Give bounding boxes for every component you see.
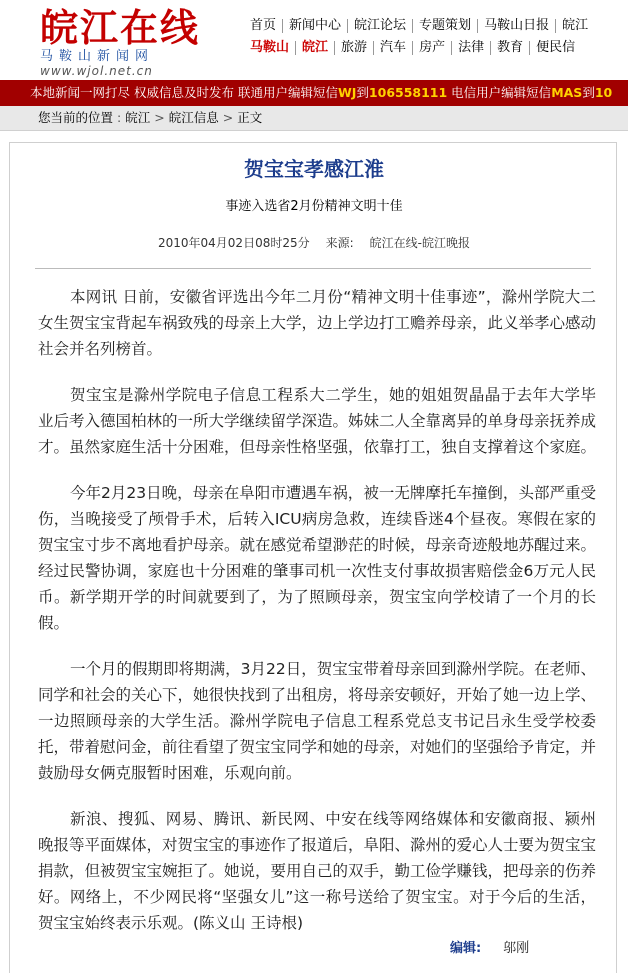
article-date: 2010年04月02日08时25分	[157, 236, 310, 250]
logo-title: 皖江在线	[40, 5, 201, 50]
nav-item-wanjiang-local[interactable]: 皖江	[295, 41, 334, 55]
logo-subtitle: 马鞍山新闻网	[40, 49, 155, 64]
nav-item-daily[interactable]: 马鞍山日报	[477, 19, 555, 33]
banner-code-telecom: MAS	[551, 85, 583, 100]
banner-code-unicom: WJ	[337, 85, 357, 100]
nav-item-travel[interactable]: 旅游	[334, 41, 373, 55]
editor-line	[450, 937, 529, 956]
nav-item-house[interactable]: 房产	[412, 41, 451, 55]
nav-item-law[interactable]: 法律	[451, 41, 490, 55]
site-logo[interactable]	[40, 5, 201, 78]
paragraph: 今年2月23日晚，母亲在阜阳市遭遇车祸，被一无牌摩托车撞倒，头部严重受伤，当晚接受了颅骨手术，后转入ICU病房急救，连续昏迷4个昼夜。寒假在家的贺宝宝寸步不离地看护母亲。就在感觉希望渺茫的时候，母亲奇迹般地苏醒过来。经过民警协调，家庭也十分困难的肇事司机一次性支付事故损害赔偿金6万元人民币。新学期开学的时间就要到了，为了照顾母亲，贺宝宝向学校请了一个月的长假。	[38, 484, 597, 632]
nav-item-maanshan[interactable]: 马鞍山	[250, 40, 290, 55]
paragraph: 本网讯 日前，安徽省评选出今年二月份“精神文明十佳事迹”，滁州学院大二女生贺宝宝背起车祸致残的母亲上大学，边上学边打工赡养母亲，此义举孝心感动社会并名列榜首。	[38, 288, 597, 358]
article-meta	[0, 234, 628, 251]
banner-number-unicom: 106558111	[368, 85, 448, 100]
breadcrumb: 您当前的位置 : 皖江 > 皖江信息 > 正文	[0, 106, 628, 131]
article-source: 皖江在线-皖江晚报	[369, 236, 470, 250]
nav-item-wanjiang[interactable]: 皖江	[555, 19, 594, 33]
breadcrumb-item-info[interactable]: 皖江信息	[168, 110, 219, 125]
paragraph: 一个月的假期即将期满，3月22日，贺宝宝带着母亲回到滁州学院。在老师、同学和社会的关心下，她很快找到了出租房，将母亲安顿好，开始了她一边上学、一边照顾母亲的大学生活。滁州学院电子信息工程系党总支书记吕永生受学校委托，带着慰问金，前往看望了贺宝宝同学和她的母亲，对她们的坚强给予肯定，并鼓励母女俩克服暂时困难，乐观向前。	[38, 660, 597, 782]
source-label: 来源:	[325, 236, 354, 250]
banner-telecom-text: 电信用户编辑短信	[447, 85, 552, 100]
breadcrumb-item-current: 正文	[237, 110, 263, 125]
editor-label: 编辑:	[450, 941, 482, 956]
nav-item-forum[interactable]: 皖江论坛	[347, 19, 412, 33]
banner-to-2: 到	[582, 85, 595, 100]
nav-item-special[interactable]: 专题策划	[412, 19, 477, 33]
nav-item-auto[interactable]: 汽车	[373, 41, 412, 55]
nav-item-news-center[interactable]: 新闻中心	[282, 19, 347, 33]
breadcrumb-prefix: 您当前的位置	[38, 110, 114, 125]
banner-to: 到	[356, 85, 369, 100]
nav-item-home[interactable]: 首页	[250, 18, 277, 33]
article-subtitle: 事迹入选省2月份精神文明十佳	[225, 199, 403, 214]
nav-item-education[interactable]: 教育	[490, 41, 529, 55]
site-header	[0, 0, 628, 80]
top-nav-secondary	[244, 40, 581, 55]
editor-name: 邬刚	[503, 941, 530, 956]
divider	[35, 268, 591, 269]
banner-text: 本地新闻一网打尽 权威信息及时发布 联通用户编辑短信	[30, 85, 338, 100]
banner-number-telecom: 10	[594, 85, 613, 100]
paragraph: 贺宝宝是滁州学院电子信息工程系大二学生，她的姐姐贺晶晶于去年大学毕业后考入德国柏林的一所大学继续留学深造。姊妹二人全靠离异的单身母亲抚养成才。虽然家庭生活十分困难，但母亲性格坚强，依靠打工，独自支撑着这个家庭。	[38, 386, 597, 456]
top-nav-primary	[244, 18, 594, 33]
nav-item-services[interactable]: 便民信	[529, 41, 581, 55]
sms-banner	[0, 80, 628, 106]
breadcrumb-item-wanjiang[interactable]: 皖江	[125, 110, 151, 125]
article-body	[38, 284, 596, 956]
paragraph: 新浪、搜狐、网易、腾讯、新民网、中安在线等网络媒体和安徽商报、颍州晚报等平面媒体，对贺宝宝的事迹作了报道后，阜阳、滁州的爱心人士要为贺宝宝捐款，但被贺宝宝婉拒了。她说，要用自己的双手，勤工俭学赚钱，把母亲的伤养好。网络上，不少网民将“坚强女儿”这一称号送给了贺宝宝。对于今后的生活，贺宝宝始终表示乐观。(陈义山 王诗根)	[38, 810, 597, 932]
article-title: 贺宝宝孝感江淮	[244, 157, 384, 181]
logo-url: www.wjol.net.cn	[40, 64, 153, 78]
